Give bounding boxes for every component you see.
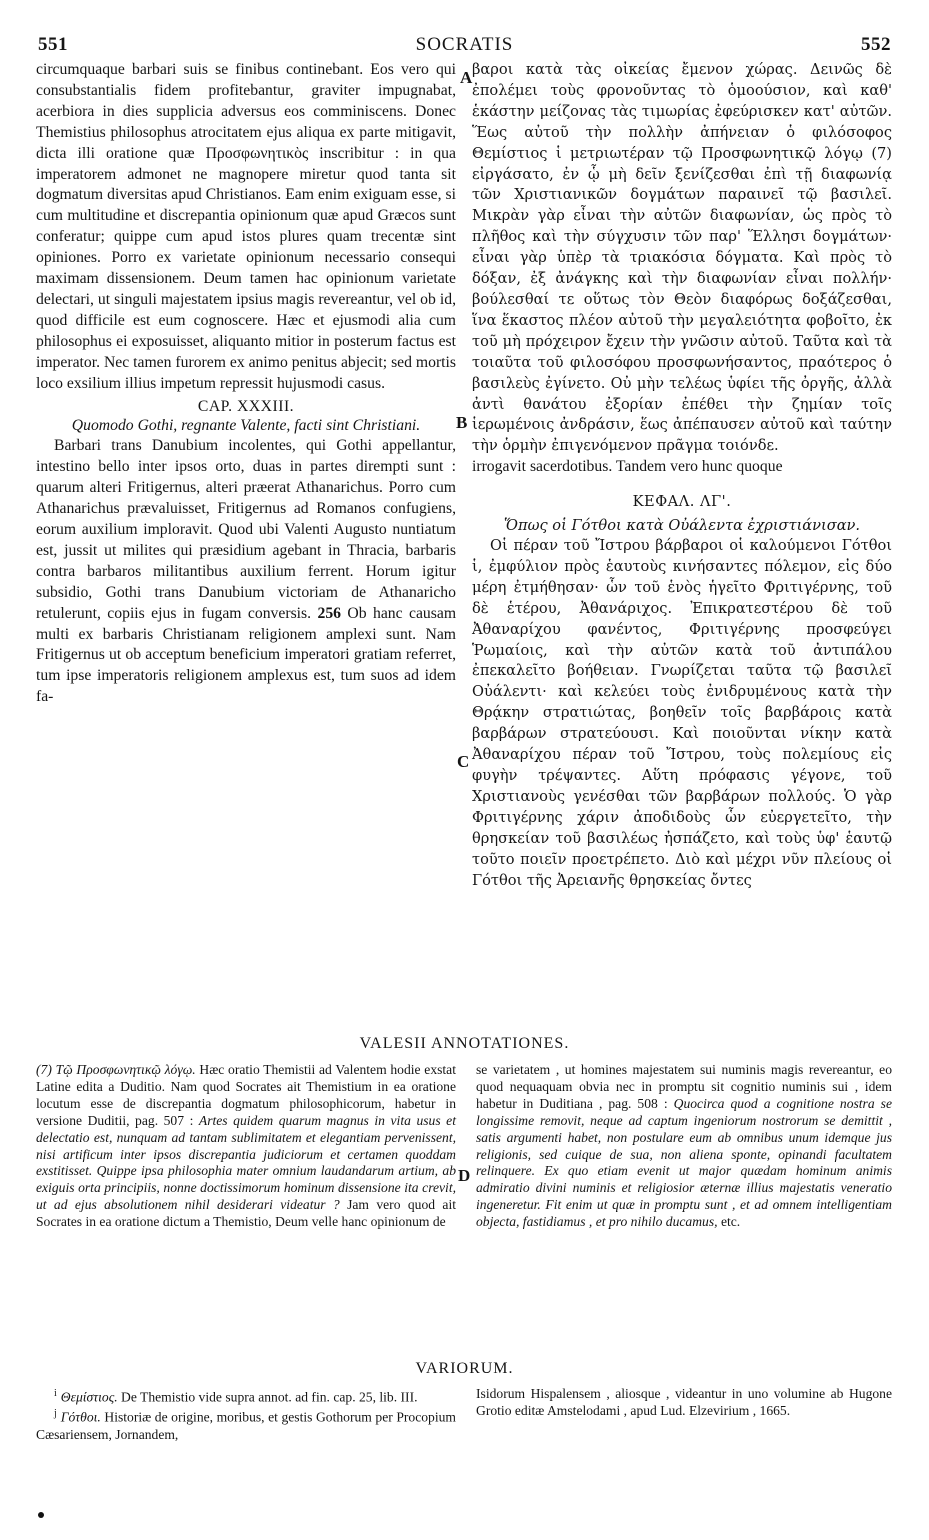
margin-marker-c: C bbox=[457, 752, 470, 771]
variorum-right-column: Isidorum Hispalensem , aliosque , videantur in uno volumine ab Hugone Grotio editæ Amstelodami , apud Lud. Elzevirium , 1665. bbox=[476, 1386, 892, 1418]
variorum-left-column bbox=[36, 1386, 456, 1444]
latin-chapter-heading: CAP. XXXIII. bbox=[197, 397, 295, 415]
annotation-text-3: se varietatem , ut homines majestatem sui numinis magis revereantur, eo quod nequaquam obvia nec in promptu sit cognitio numinis sui , idem habetur in Duditiana , pag. 508 : bbox=[476, 1062, 892, 1111]
latin-paragraph-2-part-a: Barbari trans Danubium incolentes, qui Gothi appellantur, intestino bello inter ipsos orto, duas in partes dirempti sunt : quarum alteri Fritigernus, alteri præerat Athanarichus. Porro cum Athanarichus prævaluisset, Fritigernus ad Romanos confugiens, eorum auxilium imploravit. Quod ubi Valenti Augusto nuntiatum est, jussit ut milites qui præsidium agebant in Thracia, barbaris contra barbaros militantibus auxilium ferrent. Horum igitur subsidio, Gothi trans Danubium victoriam de Athanaricho retulerunt, copiis ejus in fugam conversis. bbox=[36, 437, 456, 622]
running-title: SOCRATIS bbox=[415, 34, 514, 55]
stray-dot bbox=[38, 1512, 44, 1518]
page-reference-number: 256 bbox=[317, 604, 341, 622]
margin-marker-b: B bbox=[456, 413, 468, 432]
annotation-quote-1: Artes quidem quarum magnus in vita usus et delectatio est, nunquam ad tantam sublimitatem et elegantiam pervenissent, nisi artificum inter ipsos discrepantia judiciorum et certamen quoddam exstitisset. Quippe ipsa philosophia mater omnium laudandarum artium, ab exiguis orta principiis, nonne doctissimorum hominum dissensione ita crevit, ut ad ejus absolutionem nihil desiderari videatur ? bbox=[36, 1112, 456, 1213]
greek-column-latin-tail: irrogavit sacerdotibus. Tandem vero hunc quoque bbox=[472, 458, 783, 476]
annotations-title: VALESII ANNOTATIONES. bbox=[359, 1035, 570, 1052]
latin-chapter-subtitle: Quomodo Gothi, regnante Valente, facti sint Christiani. bbox=[71, 417, 421, 435]
variorum-note-i-lemma: Θεμίστιος. bbox=[60, 1389, 118, 1405]
variorum-note-j bbox=[36, 1406, 456, 1443]
variorum-note-i bbox=[36, 1386, 456, 1406]
greek-column bbox=[472, 60, 892, 891]
left-page-number: 551 bbox=[38, 34, 68, 55]
annotation-text-4: etc. bbox=[720, 1214, 741, 1230]
margin-marker-a: A bbox=[460, 68, 473, 87]
latin-paragraph-1: circumquaque barbari suis se finibus continebant. Eos vero qui consubstantialis fidem profitebantur, graviter impugnabat, acerbiora in dies supplicia adversus eos comminiscens. Donec Themistius philosophus atrocitatem ejus aliqua ex parte mitigavit, dicta illi oratione quæ Προσφωνητικὸς inscribitur : in qua imperatorem admonet ne magnopere miretur quod tanta sit dogmatum diversitas apud Christianos. Eam enim exiguam esse, si cum multitudine et discrepantia opinionum quæ apud Græcos sunt conferatur; quippe cum apud istos plures quam trecentæ sint opiniones. Porro ex varietate opinionum necessario consequi maximam dissensionem. Deum tamen hac opinionum varietate delectari, ut singuli majestatem ipsius magis revereantur, vel ob id, quod difficile est eum cognoscere. Hæc et ejusmodi alia cum philosophus ei exposuisset, aliquanto mitior in posterum factus est imperator. Nec tamen furorem ex animo penitus abjecit; sed mortis loco exsilium illius impetum repressit hujusmodi casus. bbox=[36, 61, 456, 392]
latin-paragraph-2 bbox=[36, 436, 456, 708]
right-page-number: 552 bbox=[861, 34, 891, 55]
greek-paragraph-1: βαροι κατὰ τὰς οἰκείας ἔμενον χώρας. Δεινῶς δὲ ἐπολέμει τοὺς φρονοῦντας τὸ ὁμοούσιον, καὶ καθ' ἑκάστην μείζονας τὰς τιμωρίας ἐφεύρισκεν κατ' αὐτῶν. Ἕως αὐτοῦ τὴν πολλὴν ἀπήνειαν ὁ φιλόσοφος Θεμίστιος ἱ μετριωτέραν τῷ Προσφωνητικῷ λόγῳ (7) εἰργάσατο, ἐν ᾧ μὴ δεῖν ξενίζεσθαι ἐπὶ τῇ διαφωνίᾳ τῶν Χριστιανικῶν δογμάτων παραινεῖ τῷ βασιλεῖ. Μικρὰν γὰρ εἶναι τὴν αὐτῶν διαφωνίαν, ὡς πρὸς τὸ πλῆθος καὶ τὴν σύγχυσιν τῶν παρ' Ἕλλησι δογμάτων· εἶναι γὰρ ὑπὲρ τὰ τριακόσια δόγματα. Καὶ πρὸς τὸ δόξαν, ἐξ ἀνάγκης καὶ τὴν διαφωνίαν εἶναι πολλήν· βούλεσθαί τε οὕτως τὸν Θεὸν διαφόρως δοξάζεσθαι, ἵνα ἕκαστος πλέον αὐτοῦ τὴν μεγαλειότητα φοβοῖτο, ἐκ τοῦ μὴ πρόχειρον ἔχειν τὴν γνῶσιν αὐτοῦ. Ταῦτα καὶ τὰ τοιαῦτα τοῦ φιλοσόφου προσφωνήσαντος, πραότερος ὁ βασιλεὺς ἐγίνετο. Οὐ μὴν τελέως ὑφίει τῆς ὀργῆς, ἀλλὰ ἀντὶ θανάτου ἐξορίαν ἐπέθει τὴν ζημίαν τοῖς ἱερωμένοις ἀνδράσιν, ἕως ἀπέπαυσεν αὐτοῦ καὶ ταύτην τὴν ὁρμὴν ἐπιγενόμενον πρᾶγμα τοιόνδε. bbox=[472, 61, 892, 455]
annotation-lemma: (7) Τῷ Προσφωνητικῷ λόγῳ. bbox=[36, 1062, 196, 1077]
variorum-note-i-text: De Themistio vide supra annot. ad fin. cap. 25, lib. III. bbox=[121, 1389, 418, 1405]
variorum-note-i-mark: i bbox=[54, 1388, 57, 1399]
latin-column bbox=[36, 60, 456, 708]
greek-paragraph-2: Οἱ πέραν τοῦ Ἴστρου βάρβαροι οἱ καλούμενοι Γότθοι ἱ, ἐμφύλιον πρὸς ἑαυτοὺς κινήσαντες πόλεμον, εἰς δύο μέρη ἐτμήθησαν· ὧν τοῦ ἑνὸς ἡγεῖτο Φριτιγέρνης, τοῦ δὲ ἑτέρου, Ἀθανάριχος. Ἐπικρατεστέρου δὲ τοῦ Ἀθαναρίχου φανέντος, Φριτιγέρνης προσφεύγει Ῥωμαίοις, καὶ τὴν αὐτῶν κατὰ τοῦ ἀντιπάλου ἐπεκαλεῖτο βοήθειαν. Γνωρίζεται ταῦτα τῷ βασιλεῖ Οὐάλεντι· καὶ κελεύει τοὺς ἐνιδρυμένους κατὰ τὴν Θρᾴκην στρατιώτας, βοηθεῖν τοῖς βαρβάροις κατὰ βαρβάρων στρατεύουσι. Καὶ ποιοῦνται νίκην κατὰ Ἀθαναρίχου πέραν τοῦ Ἴστρου, τοὺς πολεμίους εἰς φυγὴν τρέψαντες. Αὕτη πρόφασις γέγονε, τοῦ Χριστιανοὺς γενέσθαι τῶν βαρβάρων πολλούς. Ὁ γὰρ Φριτιγέρνης χάριν ἀποδιδοὺς ὧν εὐεργετεῖτο, τὴν θρησκείαν τοῦ βασιλέως ἠσπάζετο, καὶ τοὺς ὑφ' ἑαυτῷ τοῦτο ποιεῖν προετρέπετο. Διὸ καὶ μέχρι νῦν πλείους οἱ Γότθοι τῆς Ἀρειανῆς θρησκείας ὄντες bbox=[472, 537, 892, 889]
annotation-text-1: Hæc oratio Themistii ad Valentem hodie exstat Latine edita a Duditio. Nam quod Socrates ait Themistium in ea oratione locutum esse de discrepantia dogmatum philosophicorum, habetur in versione Duditii, pag. 507 : bbox=[36, 1062, 456, 1128]
greek-chapter-heading: ΚΕΦΑΛ. ΛΓ'. bbox=[632, 493, 732, 511]
annotations-right-column bbox=[476, 1062, 892, 1231]
variorum-note-j-mark: j bbox=[54, 1408, 57, 1420]
variorum-note-j-text: Historiæ de origine, moribus, et gestis Gothorum per Procopium Cæsariensem, Jornandem, bbox=[36, 1409, 456, 1442]
annotation-quote-2: Quocirca quod a cognitione nostra se longissime removit, neque ad captum ingeniorum nostrorum se demittit , satis argumenti habet, non postulare eum ab omnibus unum idemque jus religionis, sed cuique de sua, non aliena sponte, opinandi facultatem relinquere. Ex quo etiam evenit ut major quædam hominum animis admiratio divini numinis et religiosior æternæ illius majestatis veneratio ingeneretur. Fit enim ut quæ in promptu sunt , et ad omnem intelligentiam objecta, fastidiamus , et pro nihilo ducamus, bbox=[476, 1095, 892, 1230]
greek-chapter-subtitle: Ὅπως οἱ Γότθοι κατὰ Οὐάλεντα ἐχριστιάνισαν. bbox=[503, 517, 861, 535]
variorum-note-j-lemma: Γότθοι. bbox=[60, 1409, 101, 1425]
variorum-title: VARIORUM. bbox=[415, 1360, 514, 1377]
annotations-left-column bbox=[36, 1062, 456, 1231]
annotation-text-2: Jam vero quod ait Socrates in ea oratione dictum a Themistio, Deum velle hanc opinionum de bbox=[36, 1197, 456, 1230]
latin-paragraph-2-part-b: Ob hanc causam multi ex barbaris Christianam religionem amplexi sunt. Nam Fritigernus ut ob acceptum beneficium imperatori gratiam referret, tum ipse imperatoris religionem amplexus est, tum suos ad idem fa- bbox=[36, 604, 457, 706]
margin-marker-d: D bbox=[458, 1166, 471, 1185]
